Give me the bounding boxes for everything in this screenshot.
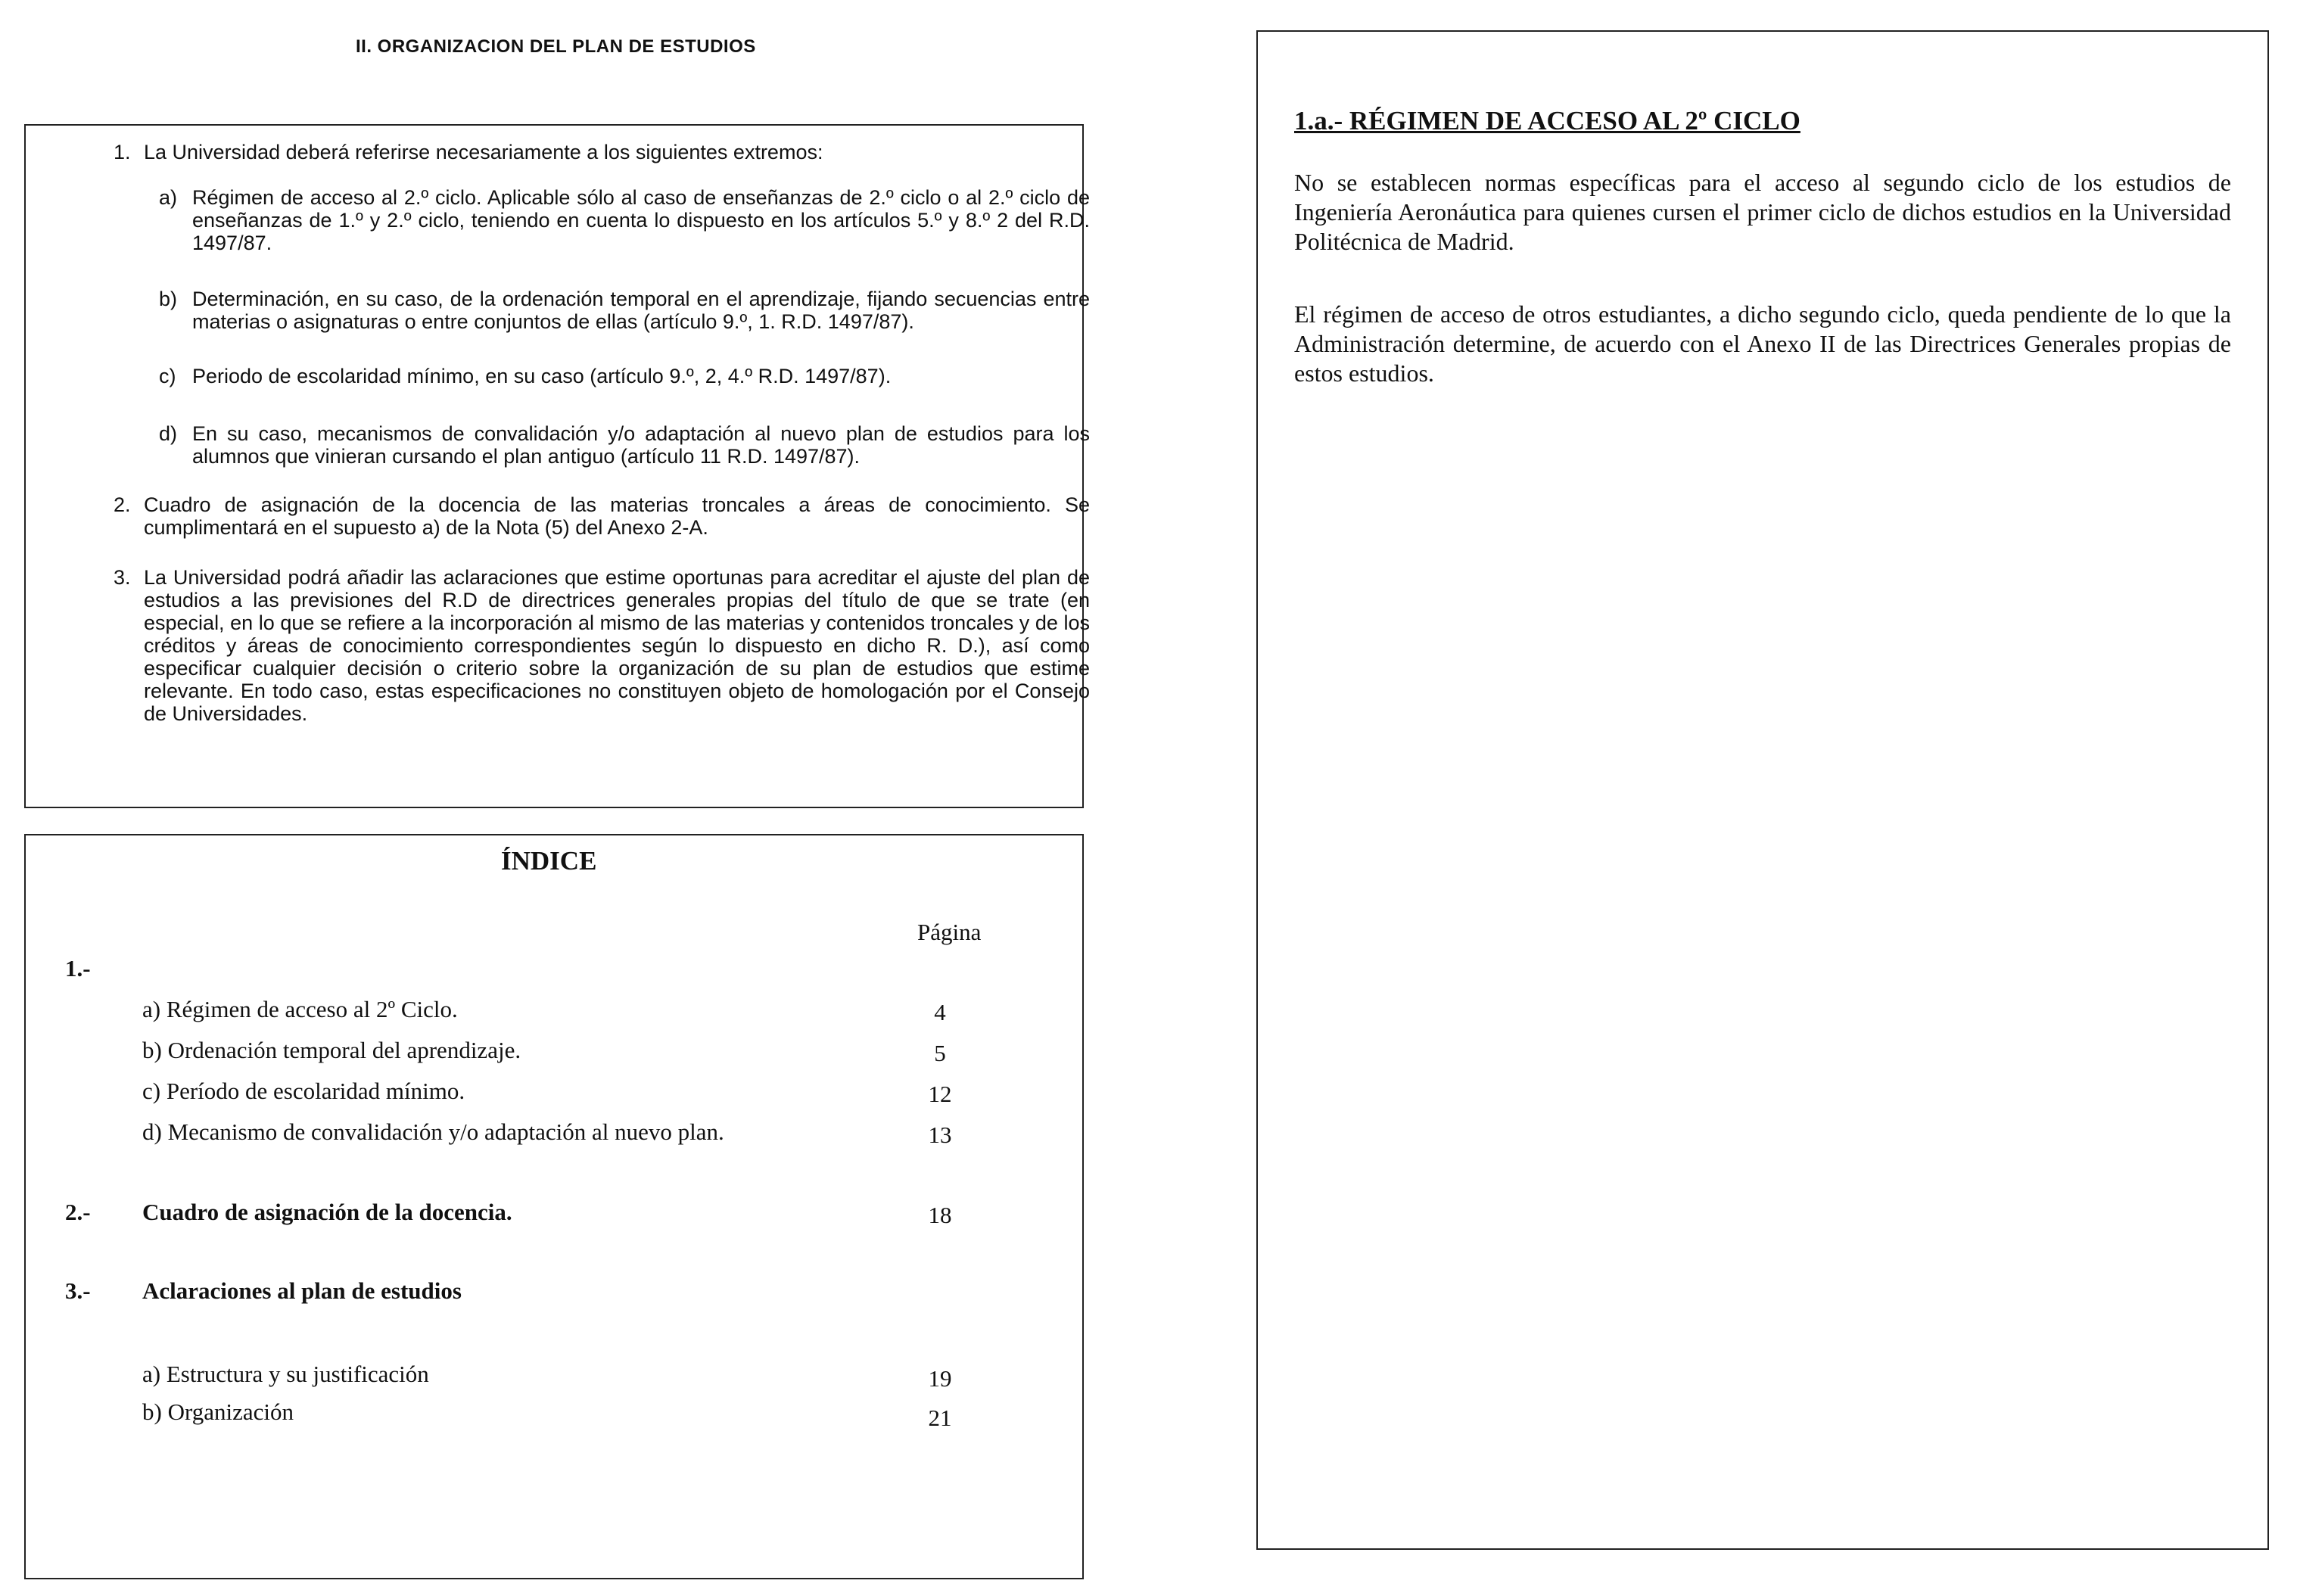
index-entry-label: a) Régimen de acceso al 2º Ciclo. [142,996,458,1022]
section-title: 1.a.- RÉGIMEN DE ACCESO AL 2º CICLO [1294,106,1800,135]
sub-letter: d) [159,422,178,445]
index-entry-page: 18 [928,1202,952,1228]
sub-letter: c) [159,365,176,387]
instruction-item-2 [114,493,1090,542]
instruction-sub-c [159,365,1090,390]
page-heading: II. ORGANIZACION DEL PLAN DE ESTUDIOS [356,36,756,57]
index-entry-page: 5 [934,1040,946,1066]
instruction-item-1 [114,141,1060,166]
instruction-sub-b [159,288,1090,336]
sub-text: Régimen de acceso al 2.º ciclo. Aplicable sólo al caso de enseñanzas de 2.º ciclo o al 2.º ciclo de enseñanzas de 1.º y 2.º ciclo, teniendo en cuenta lo dispuesto en los artículos 5.º y 8.º 2 del R.D. 1497/87. [192,186,1090,254]
instruction-sub-a [159,186,1090,262]
item-text: La Universidad deberá referirse necesariamente a los siguientes extremos: [144,141,823,163]
instructions-box [24,124,1090,808]
index-entry-page: 13 [928,1122,952,1148]
index-entry-label: b) Organización [142,1398,294,1425]
index-section-number: 3.- [65,1277,91,1304]
index-section-number: 1.- [65,955,91,982]
instruction-item-3 [114,566,1090,755]
index-entry-label: b) Ordenación temporal del aprendizaje. [142,1037,521,1063]
index-box [24,834,1084,1579]
index-entry-label: d) Mecanismo de convalidación y/o adaptación al nuevo plan. [142,1118,724,1145]
item-number: 2. [114,493,131,516]
index-section-label: Cuadro de asignación de la docencia. [142,1199,512,1225]
sub-text: Periodo de escolaridad mínimo, en su caso (artículo 9.º, 2, 4.º R.D. 1497/87). [192,365,892,387]
item-text: La Universidad podrá añadir las aclaraciones que estime oportunas para acreditar el ajuste del plan de estudios a las previsiones del R.D de directrices generales propias del título de que se trate (en especial, en lo que se refiere a la incorporación al mismo de las materias y contenidos troncales y de los créditos y áreas de conocimiento correspondientes según lo dispuesto en dicho R. D.), así como especificar cualquier decisión o criterio sobre la organización de su plan de estudios que estime relevante. En todo caso, estas especificaciones no constituyen objeto de homologación por el Consejo de Universidades. [144,566,1090,725]
index-section-number: 2.- [65,1199,91,1225]
index-section-label: Aclaraciones al plan de estudios [142,1277,462,1304]
sub-letter: a) [159,186,178,209]
index-entry-page: 12 [928,1081,952,1107]
sub-letter: b) [159,288,178,310]
sub-text: En su caso, mecanismos de convalidación y/o adaptación al nuevo plan de estudios para los alumnos que vinieran cursando el plan antiguo (artículo 11 R.D. 1497/87). [192,422,1090,468]
right-page-box [1256,30,2269,1550]
index-entry-label: c) Período de escolaridad mínimo. [142,1078,465,1104]
sub-text: Determinación, en su caso, de la ordenación temporal en el aprendizaje, fijando secuencias entre materias o asignaturas o entre conjuntos de ellas (artículo 9.º, 1. R.D. 1497/87). [192,288,1090,333]
index-entry-page: 21 [928,1405,952,1431]
paragraph-1: No se establecen normas específicas para el acceso al segundo ciclo de los estudios de Ingeniería Aeronáutica para quienes cursen el primer ciclo de dichos estudios en la Universidad Politécnica de Madrid. [1294,169,2231,255]
index-entry-page: 4 [934,999,946,1025]
index-entry-page: 19 [928,1365,952,1392]
index-page-header: Página [917,919,982,945]
index-entry-label: a) Estructura y su justificación [142,1361,429,1387]
item-text: Cuadro de asignación de la docencia de las materias troncales a áreas de conocimiento. Se cumplimentará en el supuesto a) de la Nota (5) del Anexo 2-A. [144,493,1090,539]
item-number: 3. [114,566,131,589]
paragraph-2: El régimen de acceso de otros estudiantes, a dicho segundo ciclo, queda pendiente de lo que la Administración determine, de acuerdo con el Anexo II de las Directrices Generales propias de estos estudios. [1294,300,2231,387]
item-number: 1. [114,141,131,163]
instruction-sub-d [159,422,1090,471]
index-title: ÍNDICE [501,846,597,876]
